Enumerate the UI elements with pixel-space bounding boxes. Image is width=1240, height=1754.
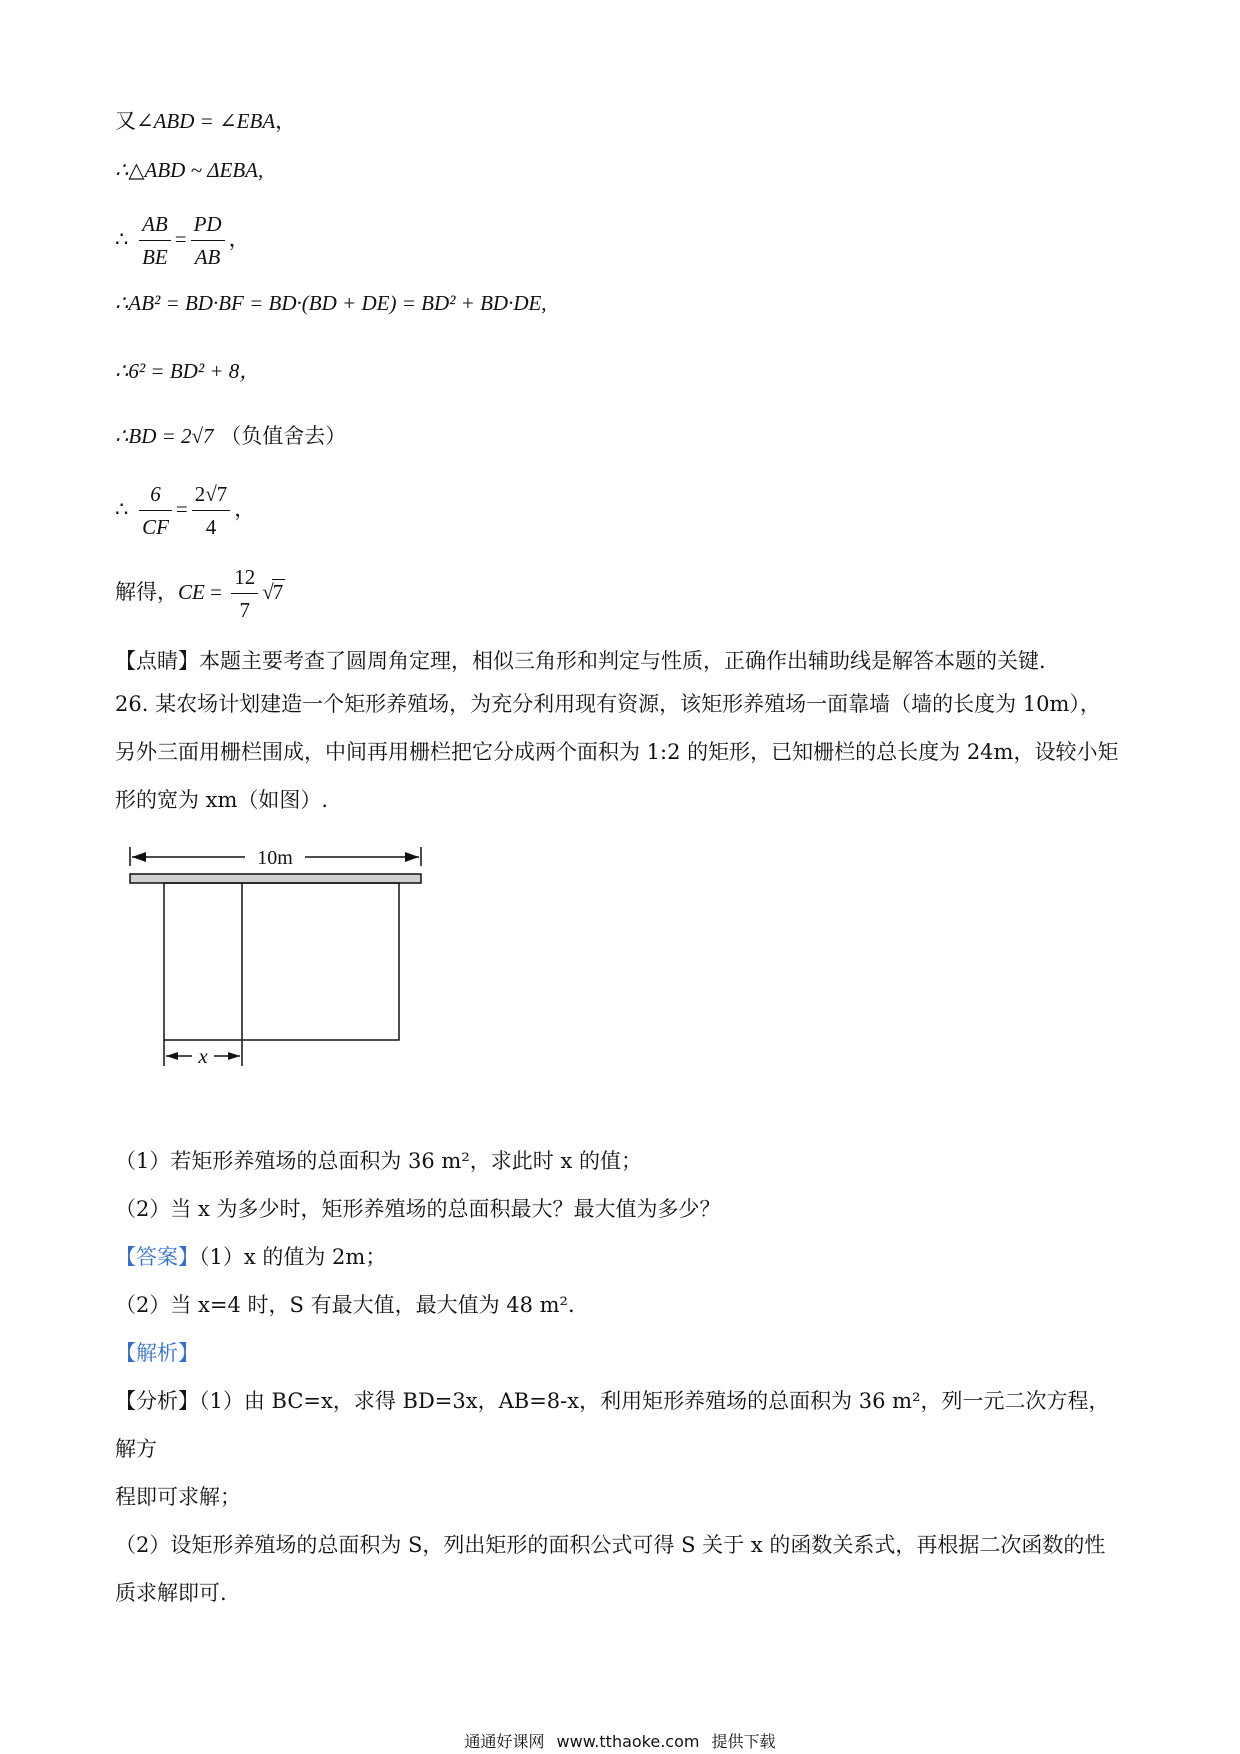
fraction: $\frac{12}{7}$ [231,563,258,624]
analysis-line-3: （2）设矩形养殖场的总面积为 S，列出矩形的面积公式可得 S 关于 x 的函数关系式，再根据二次函数的性 [115,1533,1106,1557]
questions [115,1137,1130,1233]
answer-block [115,1233,1130,1329]
fraction: $\frac{2√7}{4}$ [192,480,231,541]
step-ab-squared: ∴AB² = BD·BF = BD·(BD + DE) = BD² + BD·DE, [115,291,547,315]
problem-line-3: 形的宽为 xm（如图）. [115,788,329,812]
step-ratio: ∴ $\frac{AB}{BE}$ = $\frac{PD}{AB}$ ， [115,212,250,269]
wall-length-label: 10m [257,847,293,869]
step-expression: ∴BD = 2√7 [115,424,214,448]
fenxi-tag: 【分析】 [115,1389,199,1413]
step-six-squared: ∴6² = BD² + 8， [115,359,261,383]
step-ce-result: 解得，CE = $\frac{12}{7}$ √7 [115,565,284,622]
problem-line-1: 26. 某农场计划建造一个矩形养殖场，为充分利用现有资源，该矩形养殖场一面靠墙（墙的长度为 10m）， [115,692,1101,716]
arrow-right-icon [405,852,419,862]
problem-number: 26. [115,692,149,716]
step-expression: ∠ABD = ∠EBA [136,109,276,133]
question-2: （2）当 x 为多少时，矩形养殖场的总面积最大？最大值为多少？ [115,1197,721,1221]
step-prefix: 又 [115,109,136,133]
answer-line-1: 【答案】（1）x 的值为 2m； [115,1245,387,1269]
wall [130,874,421,883]
step-prefix: 解得， [115,580,178,604]
analysis-block [115,1329,1130,1617]
arrow-left-icon [132,852,146,862]
footer-action: 提供下载 [711,1732,776,1751]
page-footer [0,1729,1240,1752]
fence-outline [164,883,399,1040]
answer-line-2: （2）当 x=4 时，S 有最大值，最大值为 48 m²． [115,1293,589,1317]
fraction: $\frac{PD}{AB}$ [191,210,225,271]
answer-tag: 【答案】 [115,1245,199,1269]
step-suffix: ， [275,109,297,133]
footer-site-name: 通通好课网 [464,1732,545,1751]
problem-line-2: 另外三面用栅栏围成，中间再用栅栏把它分成两个面积为 1:2 的矩形，已知栅栏的总长度为 24m，设较小矩 [115,740,1119,764]
dianjing-text: 本题主要考查了圆周角定理，相似三角形和判定与性质，正确作出辅助线是解答本题的关键． [199,649,1060,673]
step-similar-triangles: ∴△ABD ~ ΔEBA, [115,158,264,182]
fraction: $\frac{AB}{BE}$ [139,210,171,271]
sqrt-symbol: √7 [262,580,284,604]
footer-url[interactable]: www.tthaoke.com [556,1732,700,1751]
step-cf-ratio: ∴ $\frac{6}{CF}$ = $\frac{2√7}{4}$ ， [115,482,256,539]
x-arrow-right-icon [228,1052,240,1060]
x-arrow-left-icon [166,1052,178,1060]
fraction: $\frac{6}{CF}$ [139,480,172,541]
step-note: （负值舍去） [220,424,347,448]
x-label: x [198,1044,208,1068]
dianjing-tag: 【点睛】 [115,649,199,673]
analysis-line-1: 【分析】（1）由 BC=x，求得 BD=3x，AB=8-x，利用矩形养殖场的总面积为 36 m²，列一元二次方程，解方 [115,1389,1110,1461]
analysis-line-2: 程即可求解； [115,1485,241,1509]
analysis-line-4: 质求解即可. [115,1581,227,1605]
question-1: （1）若矩形养殖场的总面积为 36 m²，求此时 x 的值； [115,1149,642,1173]
analysis-tag: 【解析】 [115,1341,199,1365]
